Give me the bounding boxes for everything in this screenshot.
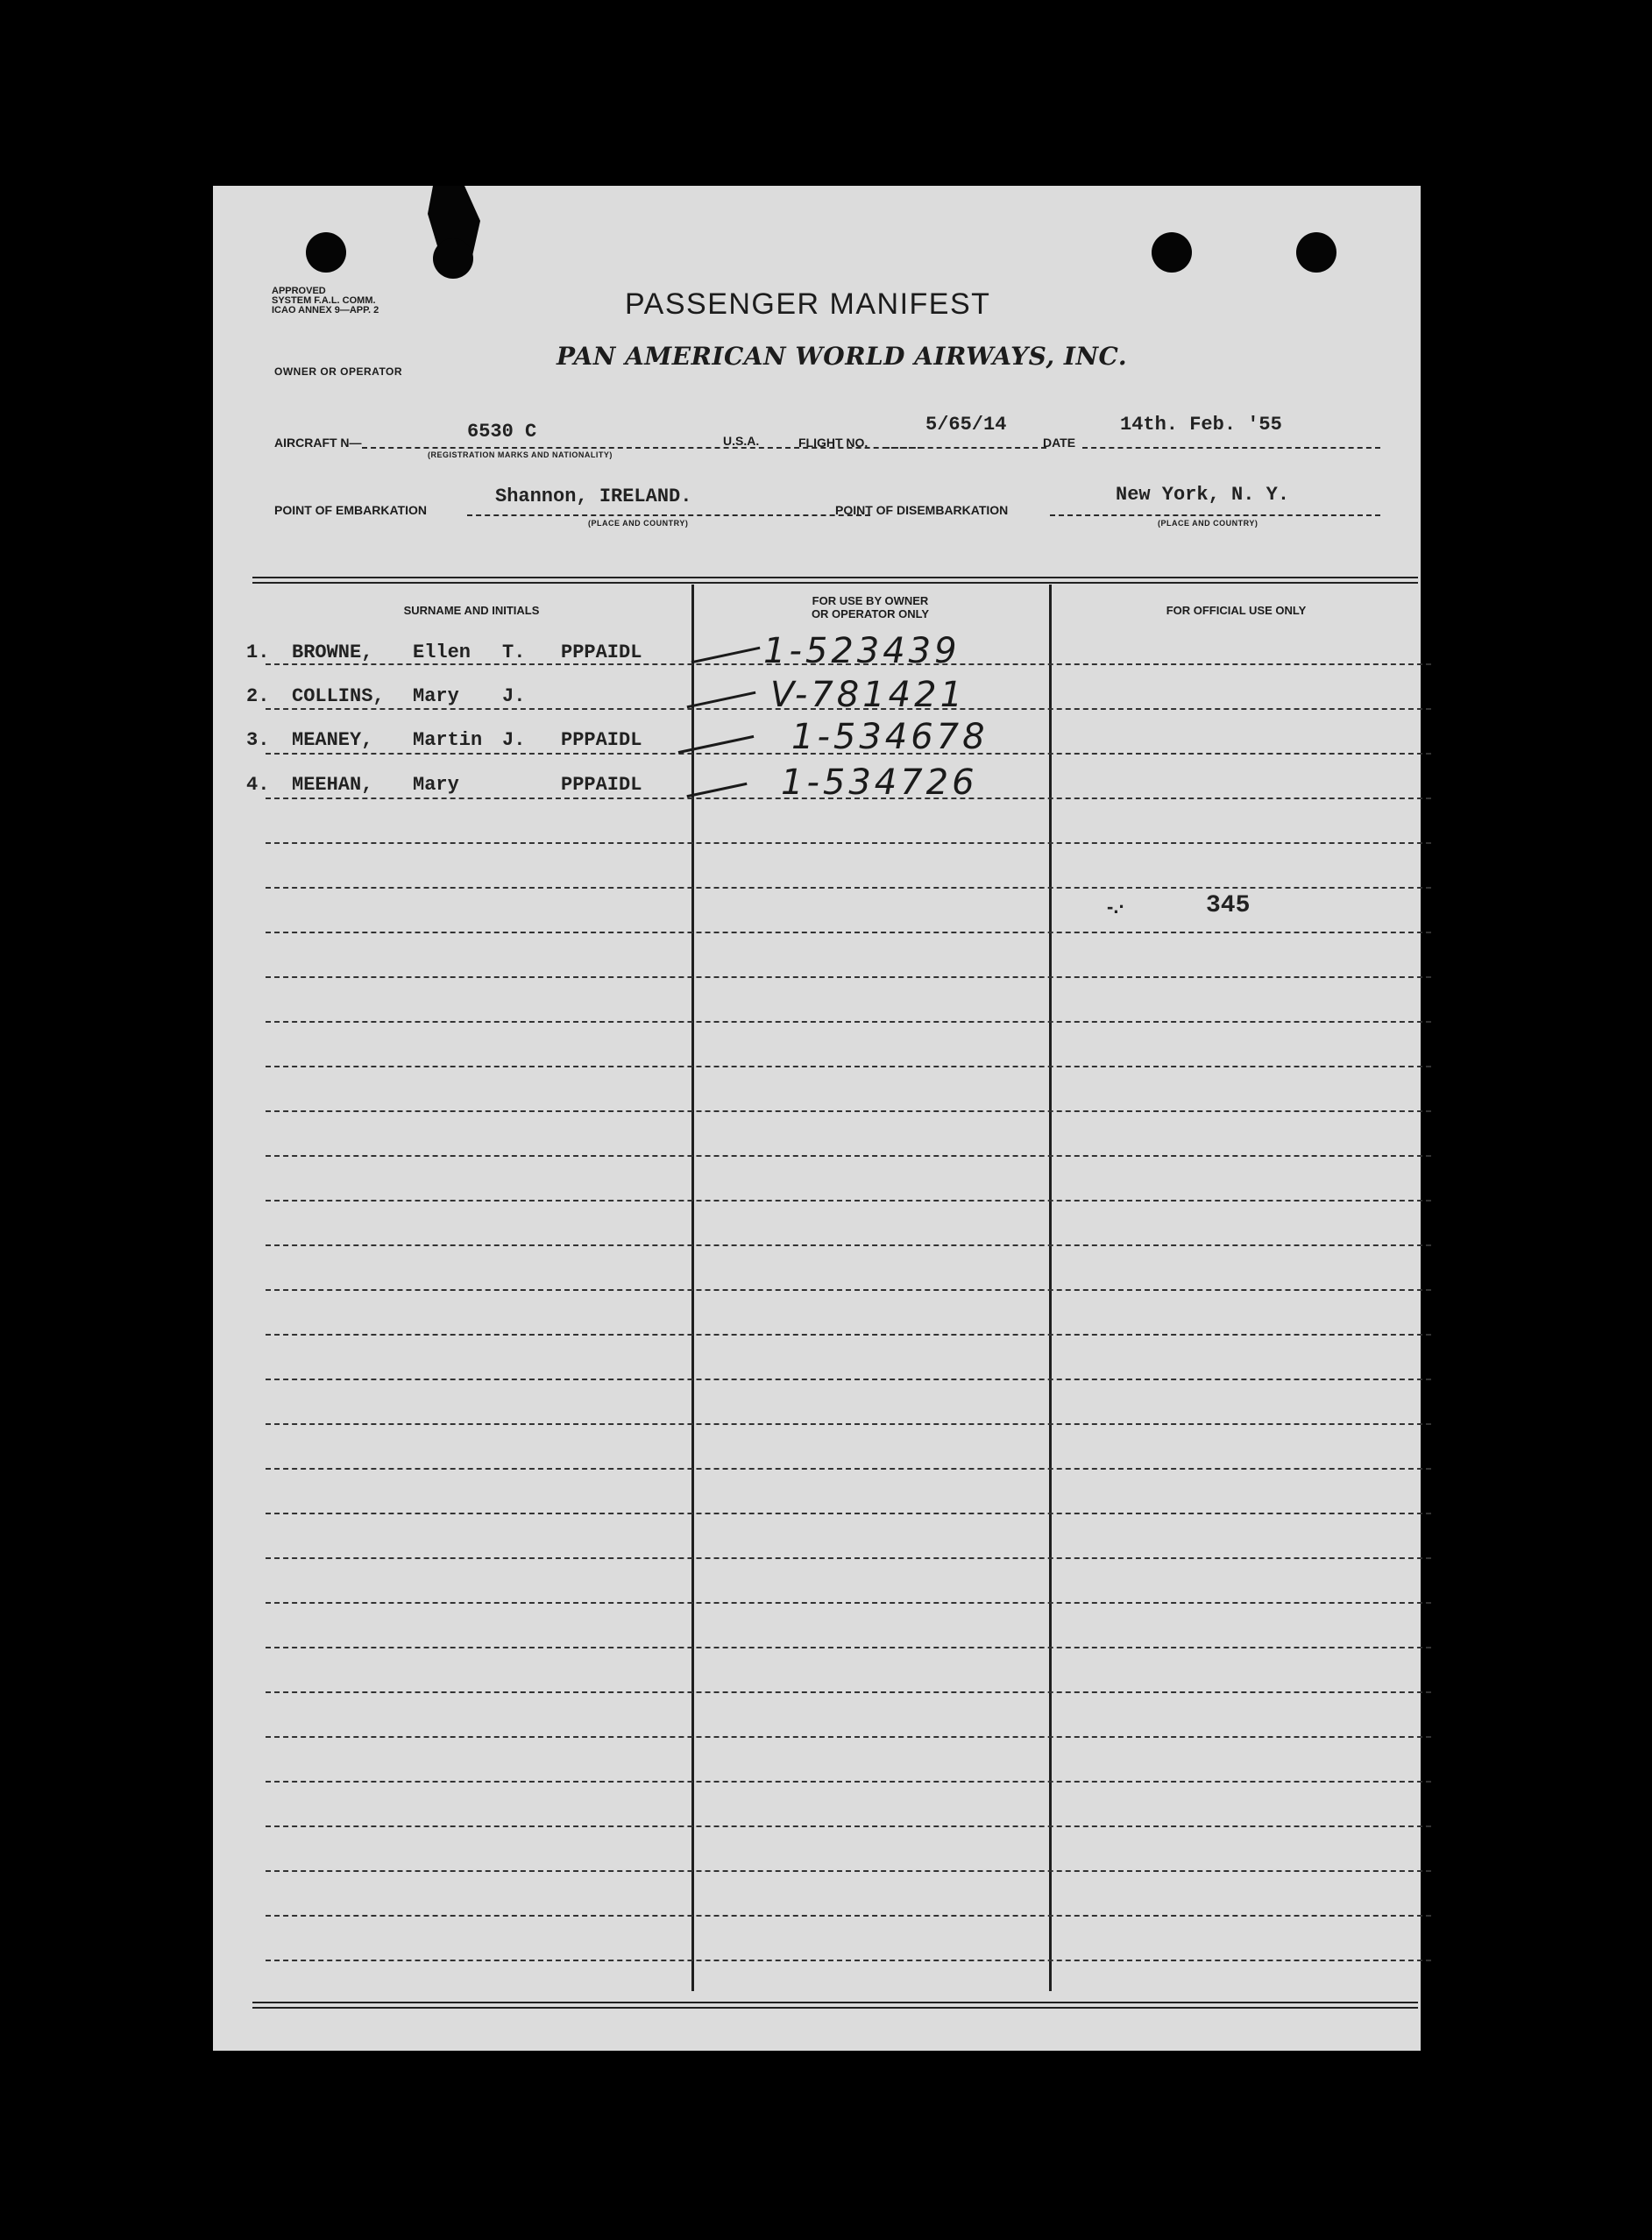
date-label: DATE — [1043, 436, 1076, 450]
table-row-line — [266, 1602, 1431, 1604]
approval-line: APPROVED — [272, 286, 326, 296]
passenger-surname: MEANEY, — [292, 729, 373, 751]
table-row-line — [266, 932, 1431, 933]
table-bottom-rule — [252, 2002, 1418, 2003]
table-row-line — [266, 1557, 1431, 1559]
disembarkation-value: New York, N. Y. — [1116, 484, 1290, 506]
header-official-use: FOR OFFICIAL USE ONLY — [1166, 604, 1307, 617]
passenger-status: PPPAIDL — [561, 729, 642, 751]
usa-label: U.S.A. — [723, 434, 760, 448]
check-mark — [691, 647, 761, 664]
table-row-line — [266, 1244, 1431, 1246]
header-surname: SURNAME AND INITIALS — [403, 604, 540, 617]
table-row-line — [266, 1960, 1431, 1961]
table-top-rule — [252, 577, 1418, 578]
embarkation-label: POINT OF EMBARKATION — [274, 503, 427, 517]
punch-hole — [433, 238, 473, 279]
table-row-line — [266, 1870, 1431, 1872]
passenger-surname: MEEHAN, — [292, 774, 373, 796]
check-mark — [678, 735, 755, 754]
table-row-line — [266, 1691, 1431, 1693]
embarkation-caption: (PLACE AND COUNTRY) — [588, 519, 689, 528]
embarkation-value: Shannon, IRELAND. — [495, 486, 692, 507]
stamp-mark: -.· — [1107, 896, 1125, 918]
header-owner-use-line: FOR USE BY OWNER — [812, 594, 929, 607]
header-owner-use — [704, 594, 1037, 620]
table-row-line — [266, 842, 1431, 844]
ticket-number: 1-523439 — [763, 631, 961, 671]
disembarkation-caption: (PLACE AND COUNTRY) — [1158, 519, 1258, 528]
flight-label: FLIGHT NO. — [798, 436, 869, 450]
header-owner-use-line: OR OPERATOR ONLY — [811, 607, 930, 620]
approval-block — [272, 287, 379, 315]
passenger-initial: J. — [502, 685, 526, 707]
passenger-initial: T. — [502, 642, 526, 663]
table-row-line — [266, 1468, 1431, 1470]
form-title: PASSENGER MANIFEST — [625, 287, 991, 321]
table-row-line — [266, 1334, 1431, 1336]
table-bottom-rule — [252, 2007, 1418, 2009]
table-row-line — [266, 887, 1431, 889]
row-number: 2. — [246, 685, 270, 707]
passenger-first-name: Martin — [413, 729, 483, 751]
date-line — [1082, 447, 1380, 449]
aircraft-value: 6530 C — [467, 421, 537, 443]
punch-hole — [1152, 232, 1192, 273]
passenger-surname: BROWNE, — [292, 642, 373, 663]
flight-line — [884, 447, 1046, 449]
ticket-number: V-781421 — [770, 675, 967, 715]
row-number: 3. — [246, 729, 270, 751]
table-row-line — [266, 1289, 1431, 1291]
passenger-initial: J. — [502, 729, 526, 751]
ticket-number: 1-534678 — [791, 717, 989, 757]
punch-hole — [306, 232, 346, 273]
table-row-line — [266, 1647, 1431, 1648]
owner-label: OWNER OR OPERATOR — [274, 365, 403, 378]
official-stamp-number: 345 — [1206, 892, 1251, 919]
table-row-line — [266, 1155, 1431, 1157]
disembarkation-label: POINT OF DISEMBARKATION — [835, 503, 1009, 517]
table-row-line — [266, 1110, 1431, 1112]
approval-line: SYSTEM F.A.L. COMM. — [272, 295, 376, 306]
table-row-line — [266, 1781, 1431, 1783]
operator-name: PAN AMERICAN WORLD AIRWAYS, INC. — [557, 342, 1128, 371]
check-mark — [687, 691, 756, 709]
date-value: 14th. Feb. '55 — [1120, 414, 1282, 436]
passenger-status: PPPAIDL — [561, 774, 642, 796]
table-row-line — [266, 976, 1431, 978]
table-row-line — [266, 1021, 1431, 1023]
embarkation-line — [467, 514, 870, 516]
table-row-line — [266, 1066, 1431, 1067]
punch-hole — [1296, 232, 1336, 273]
passenger-first-name: Mary — [413, 685, 459, 707]
passenger-first-name: Ellen — [413, 642, 471, 663]
row-number: 4. — [246, 774, 270, 796]
passenger-surname: COLLINS, — [292, 685, 385, 707]
flight-value: 5/65/14 — [925, 414, 1007, 436]
table-row-line — [266, 1736, 1431, 1738]
ticket-number: 1-534726 — [781, 762, 978, 803]
row-number: 1. — [246, 642, 270, 663]
table-top-rule — [252, 582, 1418, 584]
check-mark — [686, 783, 747, 797]
passenger-status: PPPAIDL — [561, 642, 642, 663]
table-row-line — [266, 1423, 1431, 1425]
passenger-first-name: Mary — [413, 774, 459, 796]
aircraft-label: AIRCRAFT N— — [274, 436, 362, 450]
table-row-line — [266, 1200, 1431, 1202]
approval-line: ICAO ANNEX 9—APP. 2 — [272, 305, 379, 315]
table-row-line — [266, 1513, 1431, 1514]
manifest-sheet — [213, 186, 1421, 2051]
disembarkation-line — [1050, 514, 1380, 516]
table-row-line — [266, 1825, 1431, 1827]
table-row-line — [266, 1915, 1431, 1917]
table-row-line — [266, 1379, 1431, 1380]
registration-caption: (REGISTRATION MARKS AND NATIONALITY) — [428, 450, 613, 459]
